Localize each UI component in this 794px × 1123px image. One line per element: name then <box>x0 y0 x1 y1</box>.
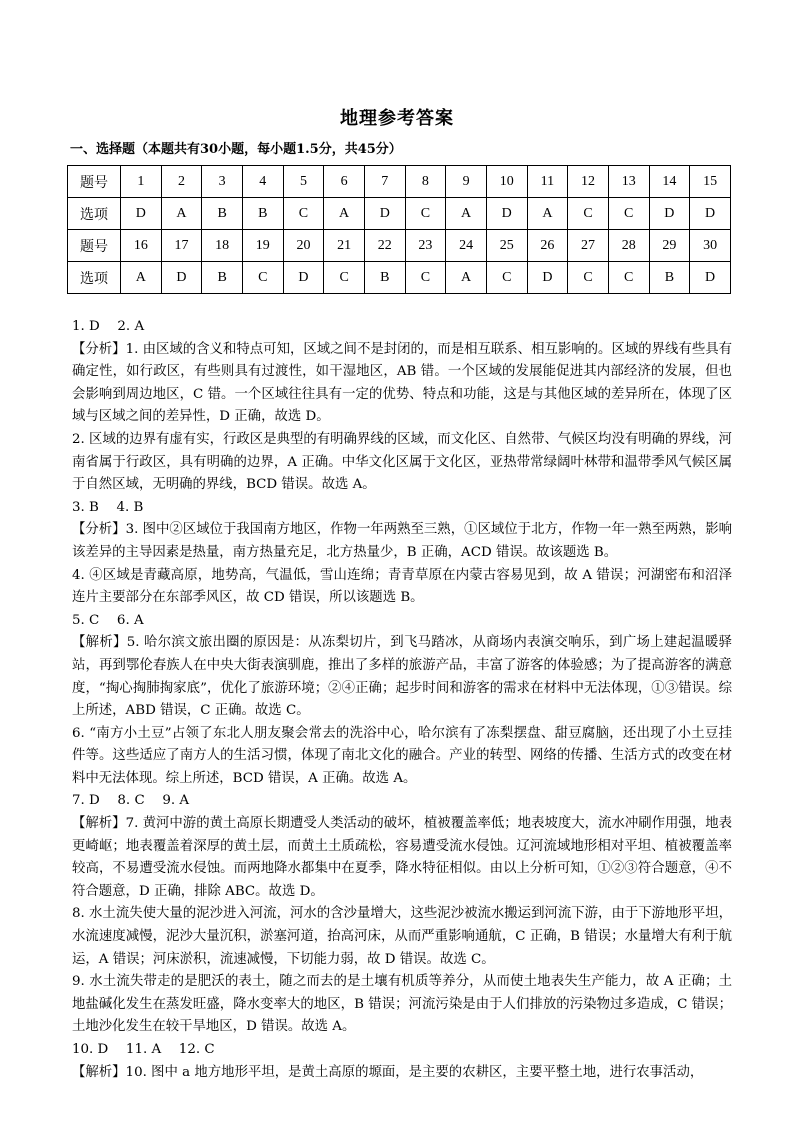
question-number: 4 <box>242 166 283 198</box>
explanation-paragraph: 2. 区域的边界有虚有实，行政区是典型的有明确界线的区域，而文化区、自然带、气候区均没有明确的界线，河南省属于行政区，具有明确的边界，A 正确。中华文化区属于文化区，亚热带常绿阔叶林带和温带季风气候区属于自然区域，无明确的界线，BCD 错误。故选 A。 <box>72 431 732 493</box>
answer-cell: B <box>364 262 405 294</box>
table-row <box>68 230 731 262</box>
explanation-paragraph: 【解析】7. 黄河中游的黄土高原长期遭受人类活动的破坏，植被覆盖率低；地表坡度大，流水冲刷作用强，地表更崎岖；地表覆盖着深厚的黄土层，而黄土土质疏松，容易遭受流水侵蚀。辽河流域地形相对平坦、植被覆盖率较高，不易遭受流水侵蚀。而两地降水都集中在夏季，降水特征相似。由以上分析可知，①②③符合题意，④不符合题意，D 正确，排除 ABC。故选 D。 <box>72 816 732 899</box>
answer-cell: C <box>568 198 609 230</box>
answer-cell: B <box>202 198 243 230</box>
answer-cell: C <box>568 262 609 294</box>
question-number: 8 <box>405 166 446 198</box>
answer-cell: A <box>446 198 487 230</box>
answer-cell: C <box>283 198 324 230</box>
table-row <box>68 166 731 198</box>
question-number: 11 <box>527 166 568 198</box>
question-number: 19 <box>242 230 283 262</box>
row-label: 选项 <box>68 262 121 294</box>
explanation-paragraph: 【分析】1. 由区域的含义和特点可知，区域之间不是封闭的，而是相互联系、相互影响的。区域的界线有些具有确定性，如行政区，有些则具有过渡性，如干湿地区，AB 错。一个区域的发展能促进其内部经济的发展，但也会影响到周边地区，C 错。一个区域往往具有一定的优势、特点和功能，这是与其他区域的差异所在，体现了区域与区域之间的差异性，D 正确，故选 D。 <box>72 341 732 425</box>
question-number: 26 <box>527 230 568 262</box>
question-number: 1 <box>121 166 162 198</box>
answer-line: 5. C 6. A <box>72 612 144 628</box>
explanation-paragraph: 4. ④区域是青藏高原，地势高，气温低，雪山连绵；青青草原在内蒙古容易见到，故 A 错误；河湖密布和沼泽连片主要部分在东部季风区，故 CD 错误，所以该题选 B。 <box>72 567 732 606</box>
question-number: 9 <box>446 166 487 198</box>
answer-cell: B <box>242 198 283 230</box>
explanation-paragraph: 9. 水土流失带走的是肥沃的表土，随之而去的是土壤有机质等养分，从而使土地表失生产能力，故 A 正确；土地盐碱化发生在蒸发旺盛，降水变率大的地区，B 错误；河流污染是由于人们排放的污染物过多造成，C 错误；土地沙化发生在较干旱地区，D 错误。故选 A。 <box>72 974 732 1035</box>
question-number: 7 <box>364 166 405 198</box>
question-number: 14 <box>649 166 690 198</box>
answer-cell: C <box>608 198 649 230</box>
question-number: 2 <box>161 166 202 198</box>
answer-cell: C <box>608 262 649 294</box>
answer-cell: A <box>324 198 365 230</box>
explanation-paragraph: 【分析】3. 图中②区域位于我国南方地区，作物一年两熟至三熟，①区域位于北方，作物一年一熟至两熟，影响该差异的主导因素是热量，南方热量充足，北方热量少，B 正确，ACD 错误。故该题选 B。 <box>72 522 732 560</box>
table-row <box>68 262 731 294</box>
question-number: 20 <box>283 230 324 262</box>
question-number: 5 <box>283 166 324 198</box>
row-label: 题号 <box>68 166 121 198</box>
answer-cell: D <box>121 198 162 230</box>
page-title: 地理参考答案 <box>340 108 454 129</box>
answer-cell: D <box>527 262 568 294</box>
section-heading: 一、选择题（本题共有30小题，每小题1.5分，共45分） <box>70 142 402 157</box>
row-label: 题号 <box>68 230 121 262</box>
answer-cell: D <box>161 262 202 294</box>
answer-cell: C <box>242 262 283 294</box>
question-number: 6 <box>324 166 365 198</box>
answer-cell: A <box>161 198 202 230</box>
answer-cell: C <box>324 262 365 294</box>
question-number: 17 <box>161 230 202 262</box>
explanation-paragraph: 8. 水土流失使大量的泥沙进入河流，河水的含沙量增大，这些泥沙被流水搬运到河流下游，由于下游地形平坦，水流速度减慢，泥沙大量沉积，淤塞河道，抬高河床，从而严重影响通航，C 正确，B 错误；水量增大有利于航运，A 错误；河床淤积，流速减慢，下切能力弱，故 D 错误。故选 C。 <box>72 906 732 967</box>
question-number: 24 <box>446 230 487 262</box>
question-number: 30 <box>690 230 731 262</box>
question-number: 13 <box>608 166 649 198</box>
answer-table <box>67 165 731 294</box>
explanation-paragraph: 6. “南方小土豆”占领了东北人朋友聚会常去的洗浴中心，哈尔滨有了冻梨摆盘、甜豆腐脑，还出现了小土豆挂件等。这些适应了南方人的生活习惯，体现了南北文化的融合。产业的转型、网络的传播、生活方式的改变在材料中无法体现。综上所述，BCD 错误，A 正确。故选 A。 <box>72 725 732 786</box>
question-number: 16 <box>121 230 162 262</box>
answer-line: 3. B 4. B <box>72 499 144 515</box>
question-number: 28 <box>608 230 649 262</box>
explanation-paragraph: 【解析】10. 图中 a 地方地形平坦，是黄土高原的塬面，是主要的农耕区，主要平整土地，进行农事活动， <box>72 1064 704 1080</box>
question-number: 12 <box>568 166 609 198</box>
answer-cell: C <box>486 262 527 294</box>
answer-cell: A <box>527 198 568 230</box>
question-number: 25 <box>486 230 527 262</box>
question-number: 27 <box>568 230 609 262</box>
answer-cell: D <box>690 198 731 230</box>
answer-cell: C <box>405 198 446 230</box>
answer-cell: D <box>486 198 527 230</box>
answer-line: 7. D 8. C 9. A <box>72 793 190 809</box>
answer-explanations <box>72 316 732 1084</box>
question-number: 21 <box>324 230 365 262</box>
question-number: 22 <box>364 230 405 262</box>
question-number: 3 <box>202 166 243 198</box>
question-number: 18 <box>202 230 243 262</box>
row-label: 选项 <box>68 198 121 230</box>
question-number: 10 <box>486 166 527 198</box>
question-number: 23 <box>405 230 446 262</box>
answer-line: 1. D 2. A <box>72 319 145 334</box>
answer-cell: D <box>690 262 731 294</box>
answer-cell: B <box>649 262 690 294</box>
answer-cell: D <box>649 198 690 230</box>
answer-cell: D <box>364 198 405 230</box>
answer-cell: A <box>446 262 487 294</box>
answer-cell: D <box>283 262 324 294</box>
table-row <box>68 198 731 230</box>
answer-cell: B <box>202 262 243 294</box>
answer-cell: A <box>121 262 162 294</box>
answer-line: 10. D 11. A 12. C <box>72 1042 215 1057</box>
question-number: 15 <box>690 166 731 198</box>
answer-cell: C <box>405 262 446 294</box>
explanation-paragraph: 【解析】5. 哈尔滨文旅出圈的原因是：从冻梨切片，到飞马踏冰，从商场内表演交响乐，到广场上建起温暖驿站，再到鄂伦春族人在中央大街表演驯鹿，推出了多样的旅游产品，丰富了游客的体验感；为了提高游客的满意度，“掏心掏肺掏家底”，优化了旅游环境；②④正确；起步时间和游客的需求在材料中无法体现，①③错误。综上所述，ABD 错误，C 正确。故选 C。 <box>72 635 732 719</box>
question-number: 29 <box>649 230 690 262</box>
